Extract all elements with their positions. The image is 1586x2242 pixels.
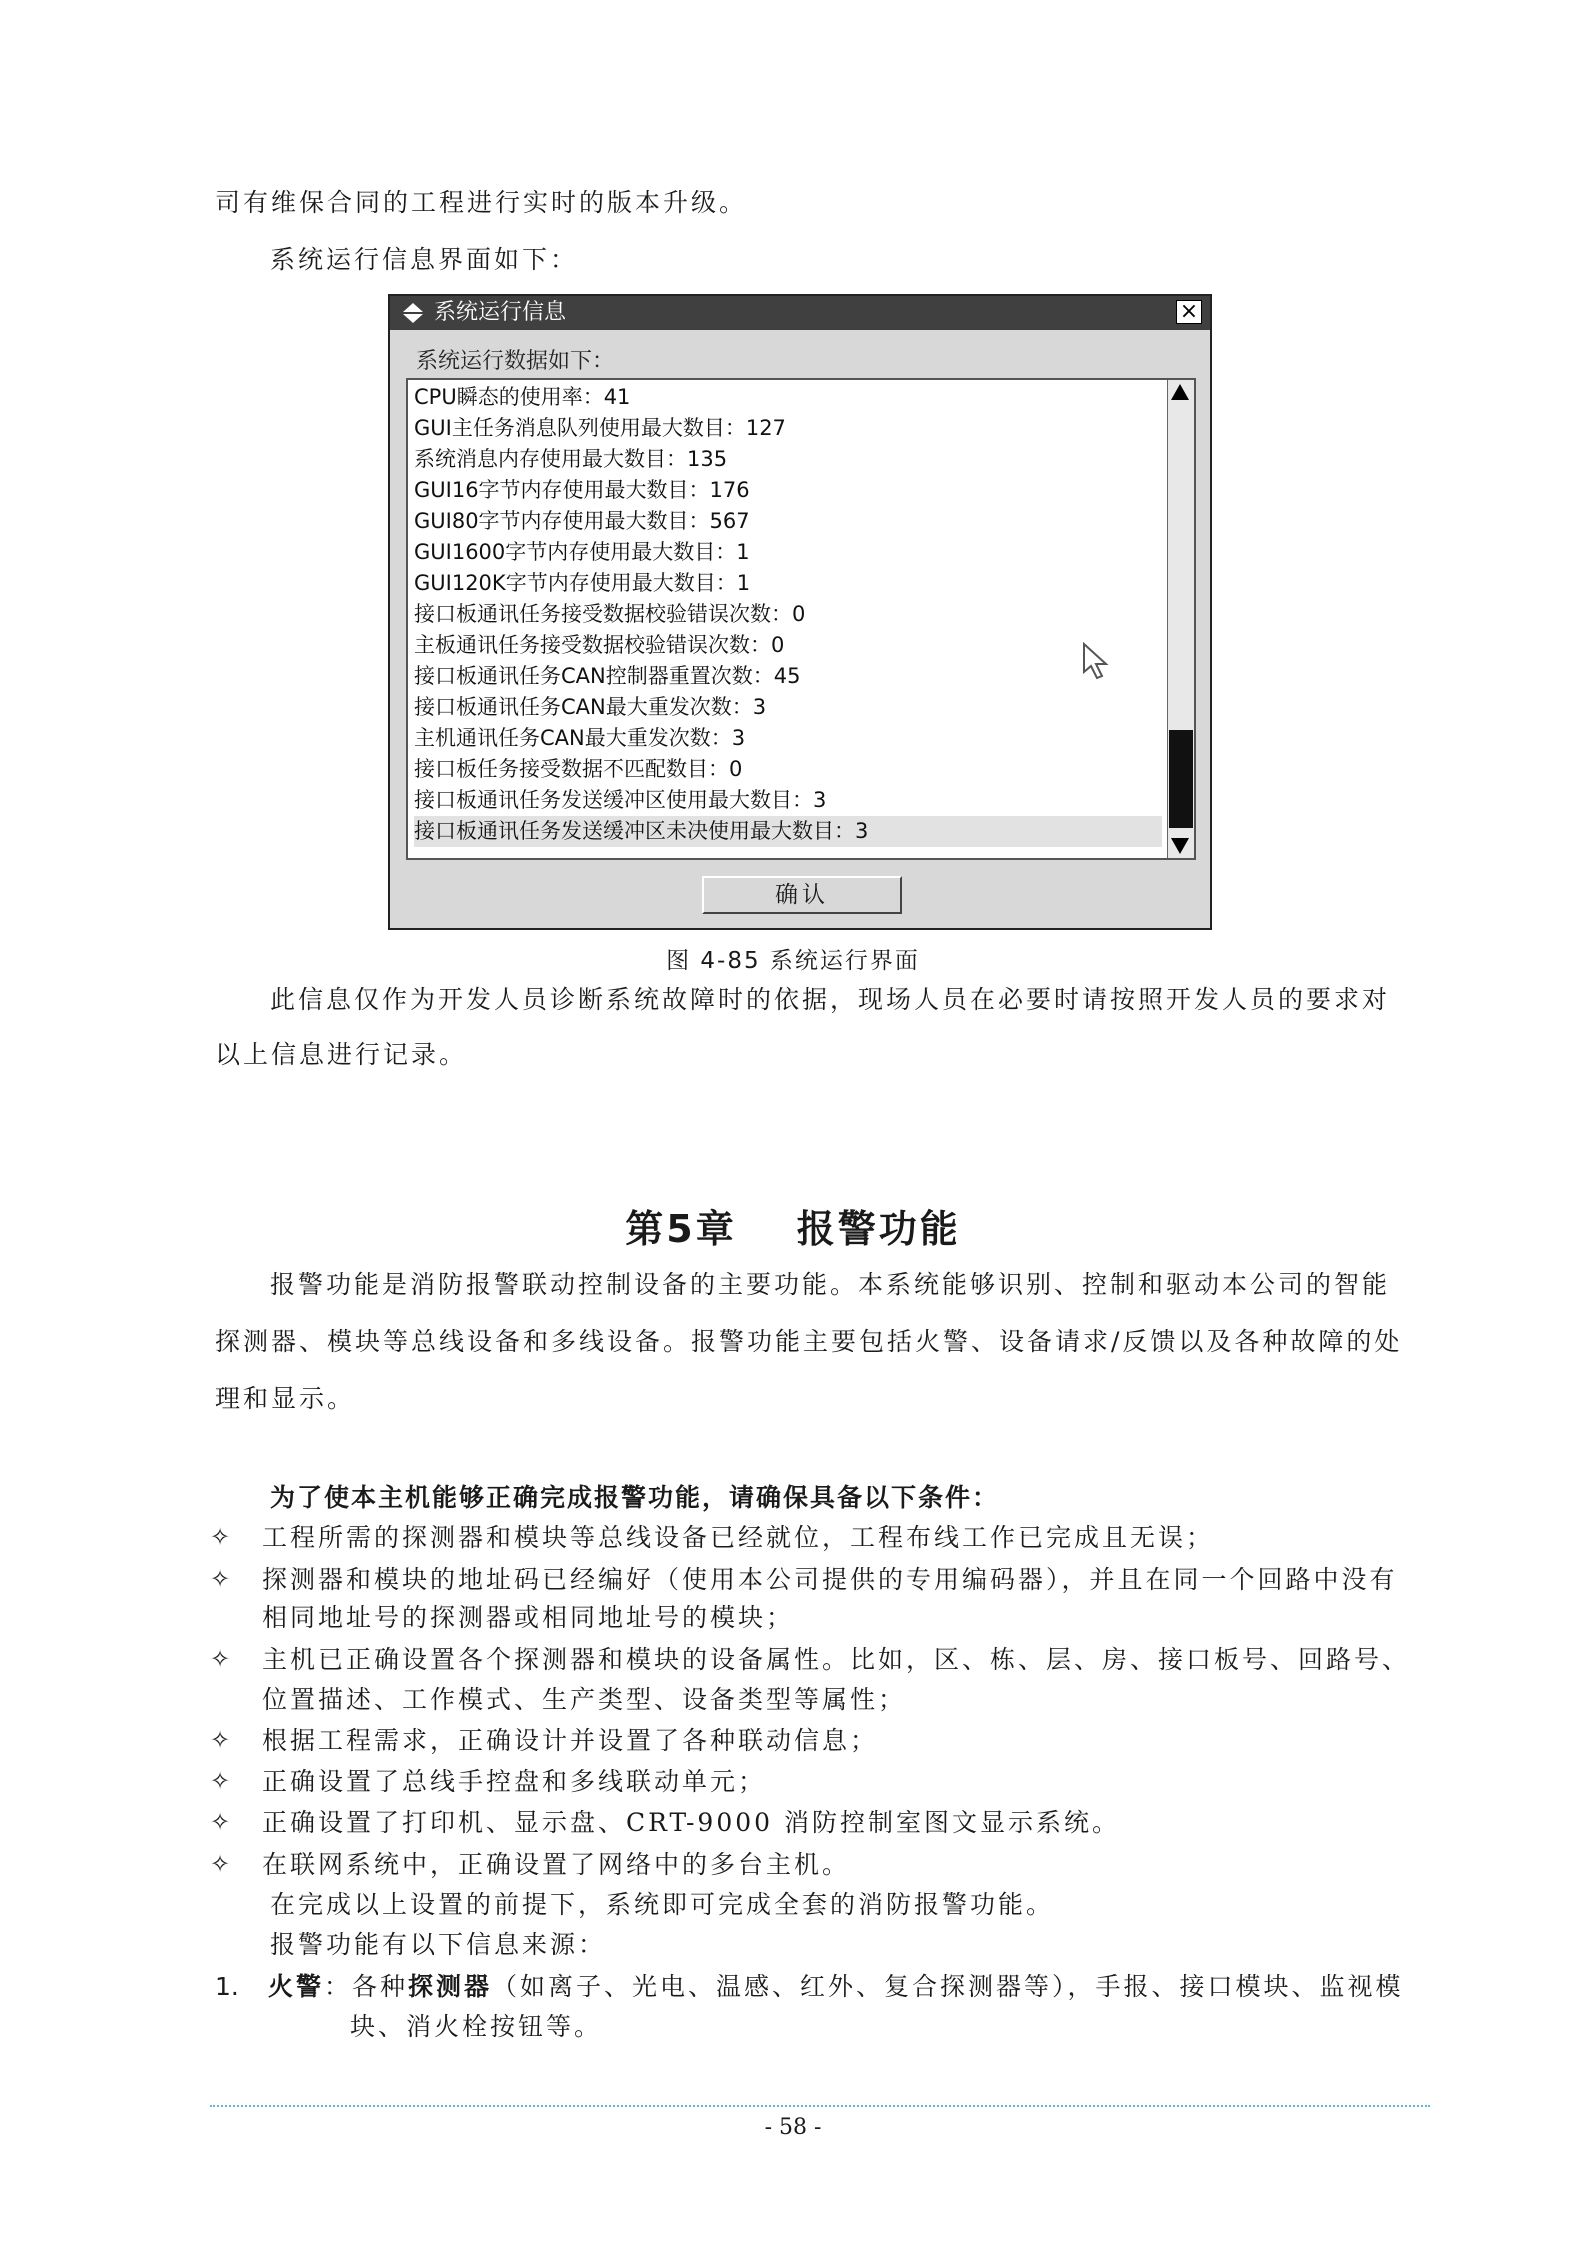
condition-3-cont: 位置描述、工作模式、生产类型、设备类型等属性； xyxy=(262,1685,907,1714)
list-item[interactable]: 主机通讯任务CAN最大重发次数：3 xyxy=(414,726,746,750)
condition-2: 探测器和模块的地址码已经编好（使用本公司提供的专用编码器），并且在同一个回路中没有 xyxy=(262,1565,1398,1594)
list-number: 1. xyxy=(215,1972,239,2001)
scroll-up-icon[interactable] xyxy=(1171,384,1189,400)
bullet-icon: ✧ xyxy=(210,1767,231,1795)
list-item[interactable]: GUI120K字节内存使用最大数目：1 xyxy=(414,571,751,595)
list-item[interactable]: GUI1600字节内存使用最大数目：1 xyxy=(414,540,750,564)
chapter-title: 报警功能 xyxy=(796,1207,961,1251)
chapter-intro-line-2: 探测器、模块等总线设备和多线设备。报警功能主要包括火警、设备请求/反馈以及各种故障的处 xyxy=(215,1327,1403,1356)
page-number: - 58 - xyxy=(764,2115,822,2140)
condition-6: 正确设置了打印机、显示盘、CRT-9000 消防控制室图文显示系统。 xyxy=(262,1808,1120,1837)
condition-5: 正确设置了总线手控盘和多线联动单元； xyxy=(262,1767,767,1796)
source-rest: （如离子、光电、温感、红外、复合探测器等），手报、接口模块、监视模 xyxy=(492,1972,1404,2001)
list-item[interactable]: GUI80字节内存使用最大数目：567 xyxy=(414,509,750,533)
list-item[interactable]: 接口板通讯任务CAN控制器重置次数：45 xyxy=(414,664,801,688)
dialog-titlebar[interactable] xyxy=(390,296,1210,330)
conditions-after-1: 在完成以上设置的前提下，系统即可完成全套的消防报警功能。 xyxy=(270,1890,1055,1919)
intro-line-1: 司有维保合同的工程进行实时的版本升级。 xyxy=(215,188,748,217)
note-line-2: 以上信息进行记录。 xyxy=(215,1040,468,1069)
figure-caption: 图 4-85 系统运行界面 xyxy=(666,948,920,974)
list-item[interactable]: 接口板通讯任务接受数据校验错误次数：0 xyxy=(414,602,806,626)
bullet-icon: ✧ xyxy=(210,1808,231,1836)
scrollbar-thumb[interactable] xyxy=(1169,730,1193,828)
chapter-heading xyxy=(0,1198,1586,1253)
scrollbar[interactable] xyxy=(1167,380,1194,858)
list-item-selected[interactable]: 接口板通讯任务发送缓冲区未决使用最大数目：3 xyxy=(414,816,1162,847)
list-item[interactable]: CPU瞬态的使用率：41 xyxy=(414,385,631,409)
scroll-down-icon[interactable] xyxy=(1171,838,1189,854)
source-item-1 xyxy=(268,1972,1404,2002)
list-item[interactable]: 接口板任务接受数据不匹配数目：0 xyxy=(414,757,743,781)
footer-divider xyxy=(210,2105,1430,2107)
bullet-icon: ✧ xyxy=(210,1565,231,1593)
list-item[interactable]: GUI16字节内存使用最大数目：176 xyxy=(414,478,750,502)
system-info-dialog xyxy=(388,294,1212,930)
list-item[interactable]: 主板通讯任务接受数据校验错误次数：0 xyxy=(414,633,785,657)
conditions-heading: 为了使本主机能够正确完成报警功能，请确保具备以下条件： xyxy=(270,1483,1000,1512)
chapter-intro-line-3: 理和显示。 xyxy=(215,1384,356,1413)
chapter-intro-line-1: 报警功能是消防报警联动控制设备的主要功能。本系统能够识别、控制和驱动本公司的智能 xyxy=(270,1270,1391,1299)
condition-4: 根据工程需求，正确设计并设置了各种联动信息； xyxy=(262,1726,879,1755)
menu-arrows-icon[interactable] xyxy=(402,302,424,324)
bullet-icon: ✧ xyxy=(210,1645,231,1673)
condition-1: 工程所需的探测器和模块等总线设备已经就位，工程布线工作已完成且无误； xyxy=(262,1523,1215,1552)
dialog-subtitle: 系统运行数据如下： xyxy=(416,349,615,374)
source-label: 火警 xyxy=(268,1972,325,2001)
info-list[interactable] xyxy=(406,378,1196,860)
list-item[interactable]: 接口板通讯任务发送缓冲区使用最大数目：3 xyxy=(414,788,827,812)
dialog-title: 系统运行信息 xyxy=(434,300,567,325)
source-colon: ：各种 xyxy=(324,1972,409,2001)
note-line-1: 此信息仅作为开发人员诊断系统故障时的依据，现场人员在必要时请按照开发人员的要求对 xyxy=(270,985,1391,1014)
list-item[interactable]: 系统消息内存使用最大数目：135 xyxy=(414,447,728,471)
condition-7: 在联网系统中，正确设置了网络中的多台主机。 xyxy=(262,1850,851,1879)
bullet-icon: ✧ xyxy=(210,1850,231,1878)
source-item-1-cont: 块、消火栓按钮等。 xyxy=(350,2012,603,2041)
bullet-icon: ✧ xyxy=(210,1523,231,1551)
bullet-icon: ✧ xyxy=(210,1726,231,1754)
condition-2-cont: 相同地址号的探测器或相同地址号的模块； xyxy=(262,1603,795,1632)
condition-3: 主机已正确设置各个探测器和模块的设备属性。比如，区、栋、层、房、接口板号、回路号、 xyxy=(262,1645,1411,1674)
conditions-after-2: 报警功能有以下信息来源： xyxy=(270,1930,607,1959)
close-icon[interactable]: × xyxy=(1176,300,1202,324)
chapter-number: 第5章 xyxy=(625,1207,737,1251)
list-item[interactable]: 接口板通讯任务CAN最大重发次数：3 xyxy=(414,695,767,719)
source-bold-term: 探测器 xyxy=(408,1972,493,2001)
confirm-button[interactable]: 确认 xyxy=(702,876,902,914)
intro-line-2: 系统运行信息界面如下： xyxy=(270,245,579,274)
list-item[interactable]: GUI主任务消息队列使用最大数目：127 xyxy=(414,416,786,440)
mouse-pointer-icon xyxy=(1080,642,1120,682)
